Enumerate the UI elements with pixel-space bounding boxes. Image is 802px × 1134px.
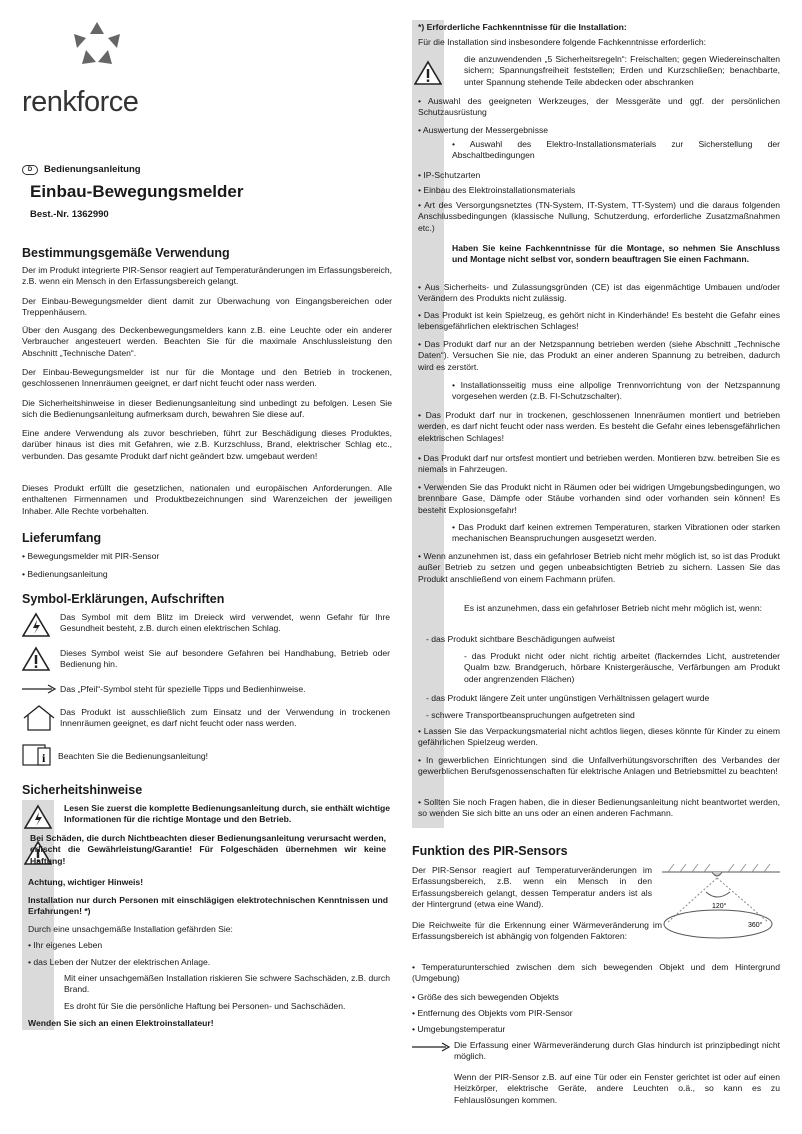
safety-item: • Sollten Sie noch Fragen haben, die in dieser Bedienungsanleitung nicht beantwortet werden, so wenden Sie sich bitte an uns oder an einen anderen Fachmann. [418, 797, 780, 819]
safety-item: • Das Produkt darf nur an der Netzspannung betrieben werden (siehe Abschnitt „Technische Daten“). Versuchen Sie nie, das Produkt an einer anderen Spannung zu betreiben, dadurch wird es zerstört. [418, 339, 780, 372]
safety-item: • Das Produkt darf nur ortsfest montiert und betrieben werden. Montieren bzw. betreiben Sie es niemals in Fahrzeugen. [418, 453, 780, 475]
safety-item: • Wenn anzunehmen ist, dass ein gefahrloser Betrieb nicht mehr möglich ist, so ist das Produkt außer Betrieb zu setzen und gegen unbeabsichtigten Betrieb zu sichern. Lassen Sie das Produkt anschließend von einem Fachmann prüfen. [418, 551, 780, 584]
paragraph: Eine andere Verwendung als zuvor beschrieben, führt zur Beschädigung dieses Produktes, darüber hinaus ist dies mit Gefahren, wie z.B. Kurzschluss, Brand, elektrischer Schlag etc., verbunden. Das gesamte Produkt darf nicht geändert bzw. umgebaut werden! [22, 428, 392, 461]
paragraph: Durch eine unsachgemäße Installation gefährden Sie: [28, 924, 233, 934]
paragraph: Über den Ausgang des Deckenbewegungsmelders kann z.B. eine Leuchte oder ein anderer Verbraucher angesteuert werden. Beachten Sie für die maximale Anschlussleistung den Abschnitt „Technische Daten“. [22, 325, 392, 358]
language-flag: D [22, 165, 38, 175]
language-label [22, 164, 141, 175]
paragraph: Es droht für Sie die persönliche Haftung bei Personen- und Sachschäden. [64, 1001, 346, 1011]
list-item: • IP-Schutzarten [418, 170, 481, 180]
symbol-text: Das „Pfeil“-Symbol steht für spezielle Tipps und Bedienhinweise. [60, 684, 306, 694]
heading-delivery: Lieferumfang [22, 531, 102, 545]
exclamation-warning-icon [414, 60, 442, 86]
safety-subitem: - schwere Transportbeanspruchungen aufgetreten sind [426, 710, 635, 720]
manual-icon [22, 742, 52, 768]
safety-item: • Verwenden Sie das Produkt nicht in Räumen oder bei widrigen Umgebungsbedingungen, wo brennbare Gase, Dämpfe oder Stäube vorhanden sind oder vorhanden sein können! Es besteht Explosionsgefahr! [418, 482, 780, 515]
list-item: die anzuwendenden „5 Sicherheitsregeln“: Freischalten; gegen Wiedereinschalten sichern; Spannungsfreiheit feststellen; Erden und Kurzschließen; benachbarte, unter Spannung stehende Teile abdecken oder abschranken [464, 54, 780, 87]
list-item: • Auswahl des Elektro-Installationsmaterials zur Sicherstellung der Abschaltbedingungen [452, 139, 781, 161]
list-item: • Bewegungsmelder mit PIR-Sensor [22, 551, 160, 561]
warning-text: Achtung, wichtiger Hinweis! [28, 877, 144, 887]
safety-subitem: - das Produkt nicht oder nicht richtig arbeitet (flackerndes Licht, austretender Qualm bzw. Brandgeruch, hörbare Knistergeräusche, Verfärbungen am Produkt oder angrenzenden Flächen) [464, 651, 780, 684]
list-item: • Umgebungstemperatur [412, 1024, 506, 1034]
paragraph: Dieses Produkt erfüllt die gesetzlichen, nationalen und europäischen Anforderungen. Alle enthaltenen Firmennamen und Produktbezeichnungen sind Warenzeichen der jeweiligen Inhaber. Alle Rechte vorbehalten. [22, 483, 392, 516]
heading-intended-use: Bestimmungsgemäße Verwendung [22, 246, 230, 260]
symbol-text: Dieses Symbol weist Sie auf besondere Gefahren bei Handhabung, Betrieb oder Bedienung hin. [60, 648, 390, 670]
symbol-text: Das Symbol mit dem Blitz im Dreieck wird verwendet, wenn Gefahr für Ihre Gesundheit besteht, z.B. durch einen elektrischen Schlag. [60, 612, 390, 634]
safety-item: • Das Produkt ist kein Spielzeug, es gehört nicht in Kinderhände! Es besteht die Gefahr eines lebensgefährlichen elektrischen Schlages! [418, 310, 780, 332]
list-item: • Auswahl des geeigneten Werkzeuges, der Messgeräte und ggf. der persönlichen Schutzausrüstung [418, 96, 781, 118]
list-item: • Temperaturunterschied zwischen dem sich bewegenden Objekt und dem Hintergrund (Umgebung) [412, 962, 780, 984]
lightning-warning-icon [22, 612, 50, 638]
paragraph: Die Sicherheitshinweise in dieser Bedienungsanleitung sind unbedingt zu befolgen. Lesen Sie sich die Bedienungsanleitung aufmerksam durch, bewahren Sie diese auf. [22, 398, 392, 420]
paragraph: Der PIR-Sensor reagiert auf Temperaturveränderungen im Erfassungsbereich, z.B. wenn ein Mensch in den Erfassungsbereich gelangt, dessen Temperatur anders ist als der Hintergrund (etwa eine Wand). [412, 865, 652, 910]
warning-text: Wenden Sie sich an einen Elektroinstallateur! [28, 1018, 214, 1028]
safety-item: • Das Produkt darf keinen extremen Temperaturen, starken Vibrationen oder starken mechanischen Beanspruchungen ausgesetzt werden. [452, 522, 780, 544]
list-item: • Art des Versorgungsnetztes (TN-System, IT-System, TT-System) und die daraus folgenden Anschlussbedingungen (klassische Nullung, Schutzerdung, erforderliche Zusatzmaßnahmen etc.) [418, 200, 781, 233]
safety-item: Es ist anzunehmen, dass ein gefahrloser Betrieb nicht mehr möglich ist, wenn: [464, 603, 763, 613]
safety-item: • In gewerblichen Einrichtungen sind die Unfallverhütungsvorschriften des Verbandes der gewerblichen Berufsgenossenschaften für elektrische Anlagen und Betriebsmittel zu beachten! [418, 755, 780, 777]
list-item: • Ihr eigenes Leben [28, 940, 103, 950]
pir-detection-diagram [660, 864, 782, 942]
warning-text: Installation nur durch Personen mit einschlägigen elektrotechnischen Kenntnissen und Erfahrungen! *) [28, 895, 388, 917]
paragraph: Die Reichweite für die Erkennung einer Wärmeveränderung im Erfassungsbereich ist abhängig von folgenden Faktoren: [412, 920, 662, 942]
manual-label: Bedienungsanleitung [44, 164, 141, 175]
safety-item: • Das Produkt darf nur in trockenen, geschlossenen Innenräumen montiert und betrieben werden, es darf nicht feucht oder nass werden. Es besteht die Gefahr eines lebensgefährlichen elektrischen Schlages! [418, 410, 780, 443]
safety-item: • Lassen Sie das Verpackungsmaterial nicht achtlos liegen, dieses könnte für Kinder zu einem gefährlichen Spielzeug werden. [418, 726, 780, 748]
safety-subitem: - das Produkt sichtbare Beschädigungen aufweist [426, 634, 615, 644]
paragraph: Der Einbau-Bewegungsmelder dient damit zur Überwachung von Eingangsbereichen oder Treppenhäusern. [22, 296, 392, 318]
list-item: • Bedienungsanleitung [22, 569, 108, 579]
heading-pir-function: Funktion des PIR-Sensors [412, 844, 568, 858]
safety-item: • Aus Sicherheits- und Zulassungsgründen (CE) ist das eigenmächtige Umbauen und/oder Verändern des Produkts nicht zulässig. [418, 282, 780, 304]
list-item: • Auswertung der Messergebnisse [418, 125, 549, 135]
safety-item: • Installationsseitig muss eine allpolige Trennvorrichtung von der Netzspannung vorgesehen werden (z.B. FI-Schutzschalter). [452, 380, 780, 402]
warning-text: Haben Sie keine Fachkenntnisse für die Montage, so nehmen Sie Anschluss und Montage nicht selbst vor, sondern beauftragen Sie einen Fachmann. [452, 243, 780, 265]
symbol-text: Das Produkt ist ausschließlich zum Einsatz und der Verwendung in trockenen Innenräumen geeignet, es darf nicht feucht oder nass werden. [60, 707, 390, 729]
arrow-icon [22, 684, 56, 694]
paragraph: Mit einer unsachgemäßen Installation riskieren Sie schwere Sachschäden, z.B. durch Brand. [64, 973, 390, 995]
lightning-warning-icon [24, 804, 52, 830]
list-item: • Entfernung des Objekts vom PIR-Sensor [412, 1008, 573, 1018]
brand-name: renkforce [22, 86, 139, 118]
list-item: • Einbau des Elektroinstallationsmaterials [418, 185, 576, 195]
list-item: • Größe des sich bewegenden Objekts [412, 992, 559, 1002]
paragraph: Der Einbau-Bewegungsmelder ist nur für die Montage und den Betrieb in trockenen, geschlossenen Innenräumen geeignet, er darf nicht feucht oder nass werden. [22, 367, 392, 389]
exclamation-warning-icon [22, 646, 50, 672]
angle-label: 360° [748, 922, 763, 929]
house-icon [22, 704, 56, 732]
svg-text:i: i [42, 751, 46, 765]
product-title: Einbau-Bewegungsmelder [30, 182, 244, 201]
order-number: Best.-Nr. 1362990 [30, 209, 109, 220]
paragraph: Der im Produkt integrierte PIR-Sensor reagiert auf Temperaturänderungen im Erfassungsbereich, z.B. wenn ein Mensch in den Erfassungsbereich gelangt. [22, 265, 392, 287]
tip-text: Die Erfassung einer Wärmeveränderung durch Glas hindurch ist prinzipbedingt nicht möglich. [454, 1040, 780, 1062]
arrow-icon [412, 1042, 450, 1052]
paragraph: Für die Installation sind insbesondere folgende Fachkenntnisse erforderlich: [418, 37, 707, 47]
heading-safety: Sicherheitshinweise [22, 783, 143, 797]
warning-text: Lesen Sie zuerst die komplette Bedienungsanleitung durch, sie enthält wichtige Informationen für die richtige Montage und den Betrieb. [64, 803, 390, 825]
symbol-text: Beachten Sie die Bedienungsanleitung! [58, 751, 209, 761]
angle-label: 120° [712, 903, 727, 910]
safety-subitem: - das Produkt längere Zeit unter ungünstigen Verhältnissen gelagert wurde [426, 693, 710, 703]
requirements-heading: *) Erforderliche Fachkenntnisse für die Installation: [418, 22, 627, 32]
warning-text: Bei Schäden, die durch Nichtbeachten dieser Bedienungsanleitung verursacht werden, erlischt die Gewährleistung/Garantie! Für Folgeschäden übernehmen wir keine Haftung! [30, 833, 386, 866]
tip-text: Wenn der PIR-Sensor z.B. auf eine Tür oder ein Fenster gerichtet ist oder auf einen Heizkörper, elektrische Geräte, andere Leuchten o.ä., so kann es zu Fehlauslösungen kommen. [454, 1072, 780, 1105]
list-item: • das Leben der Nutzer der elektrischen Anlage. [28, 957, 211, 967]
heading-symbols: Symbol-Erklärungen, Aufschriften [22, 592, 225, 606]
